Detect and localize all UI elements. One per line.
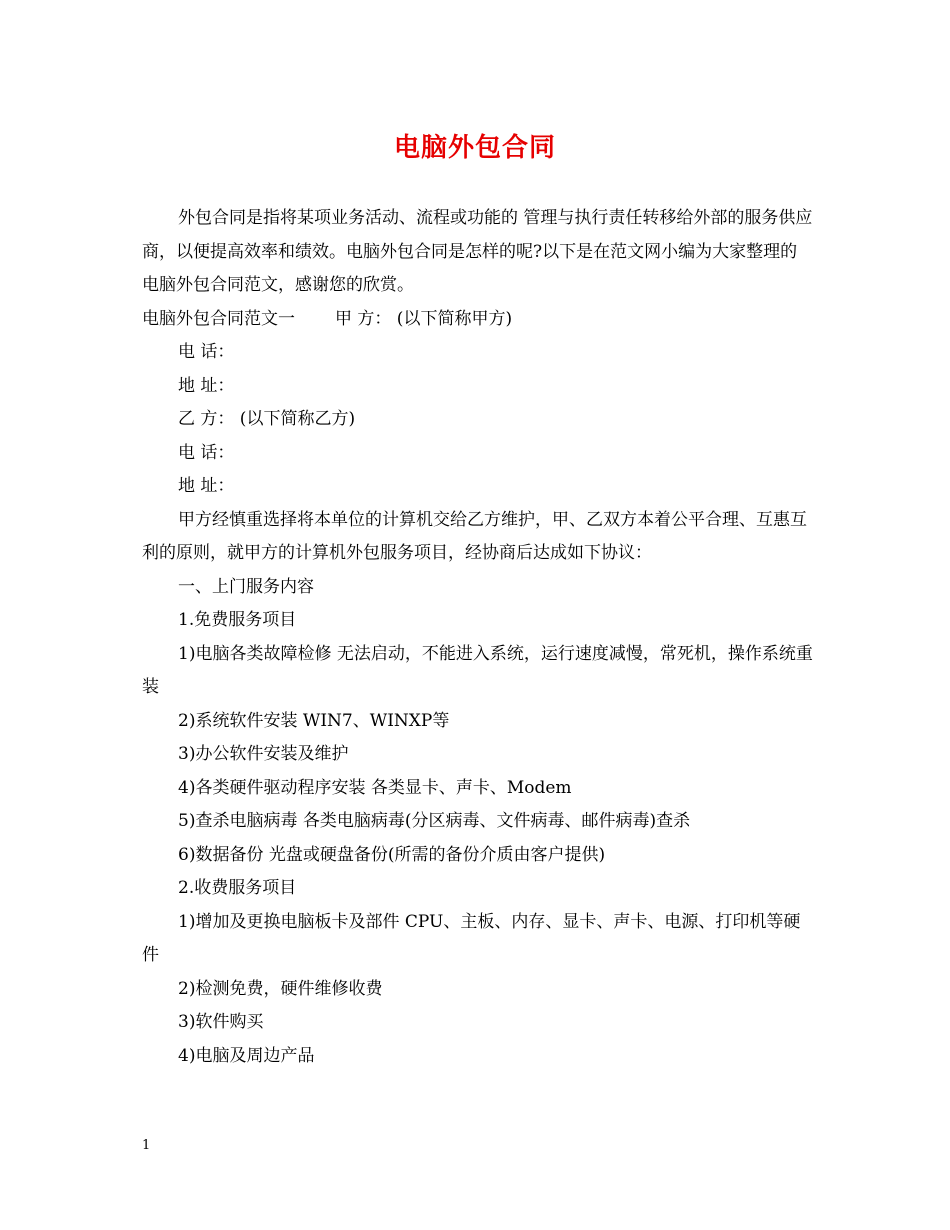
address-a-line: 地 址： bbox=[178, 375, 235, 396]
address-b-line: 地 址： bbox=[178, 476, 235, 496]
free-service-item: 6)数据备份 光盘或硬盘备份(所需的备份介质由客户提供) bbox=[178, 844, 606, 865]
sample-heading: 电脑外包合同范文一 bbox=[142, 308, 295, 329]
free-service-item: 4)各类硬件驱动程序安装 各类显卡、声卡、Modem bbox=[178, 777, 572, 798]
paid-service-item: 1)增加及更换电脑板卡及部件 CPU、主板、内存、显卡、声卡、电源、打印机等硬件 bbox=[142, 911, 801, 965]
section-heading-1: 一、上门服务内容 bbox=[178, 576, 314, 597]
document-body bbox=[142, 202, 814, 1073]
free-service-item: 2)系统软件安装 WIN7、WINXP等 bbox=[178, 710, 450, 731]
paid-service-item: 4)电脑及周边产品 bbox=[178, 1045, 315, 1066]
page-number: 1 bbox=[142, 1138, 151, 1153]
party-b-line: 乙 方： (以下简称乙方) bbox=[178, 409, 356, 429]
sample-heading-line bbox=[142, 303, 814, 337]
phone-a-line: 电 话： bbox=[178, 342, 235, 362]
paid-services-heading: 2.收费服务项目 bbox=[178, 878, 297, 898]
intro-paragraph: 外包合同是指将某项业务活动、流程或功能的 管理与执行责任转移给外部的服务供应商，以便提高效率和绩效。电脑外包合同是怎样的呢?以下是在范文网小编为大家整理的电脑外包合同范文，感谢您的欣赏。 bbox=[142, 208, 813, 295]
paid-service-item: 2)检测免费，硬件维修收费 bbox=[178, 978, 383, 999]
free-service-item: 3)办公软件安装及维护 bbox=[178, 744, 349, 764]
paid-service-item: 3)软件购买 bbox=[178, 1012, 264, 1032]
free-service-item: 5)查杀电脑病毒 各类电脑病毒(分区病毒、文件病毒、邮件病毒)查杀 bbox=[178, 811, 691, 831]
party-a-line: 甲 方： (以下简称甲方) bbox=[335, 308, 513, 329]
document-title: 电脑外包合同 bbox=[393, 133, 556, 163]
phone-b-line: 电 话： bbox=[178, 442, 235, 463]
agreement-paragraph: 甲方经慎重选择将本单位的计算机交给乙方维护，甲、乙双方本着公平合理、互惠互利的原则，就甲方的计算机外包服务项目，经协商后达成如下协议： bbox=[142, 509, 807, 563]
free-services-heading: 1.免费服务项目 bbox=[178, 610, 297, 630]
free-service-item: 1)电脑各类故障检修 无法启动，不能进入系统，运行速度减慢，常死机，操作系统重装 bbox=[142, 643, 813, 697]
